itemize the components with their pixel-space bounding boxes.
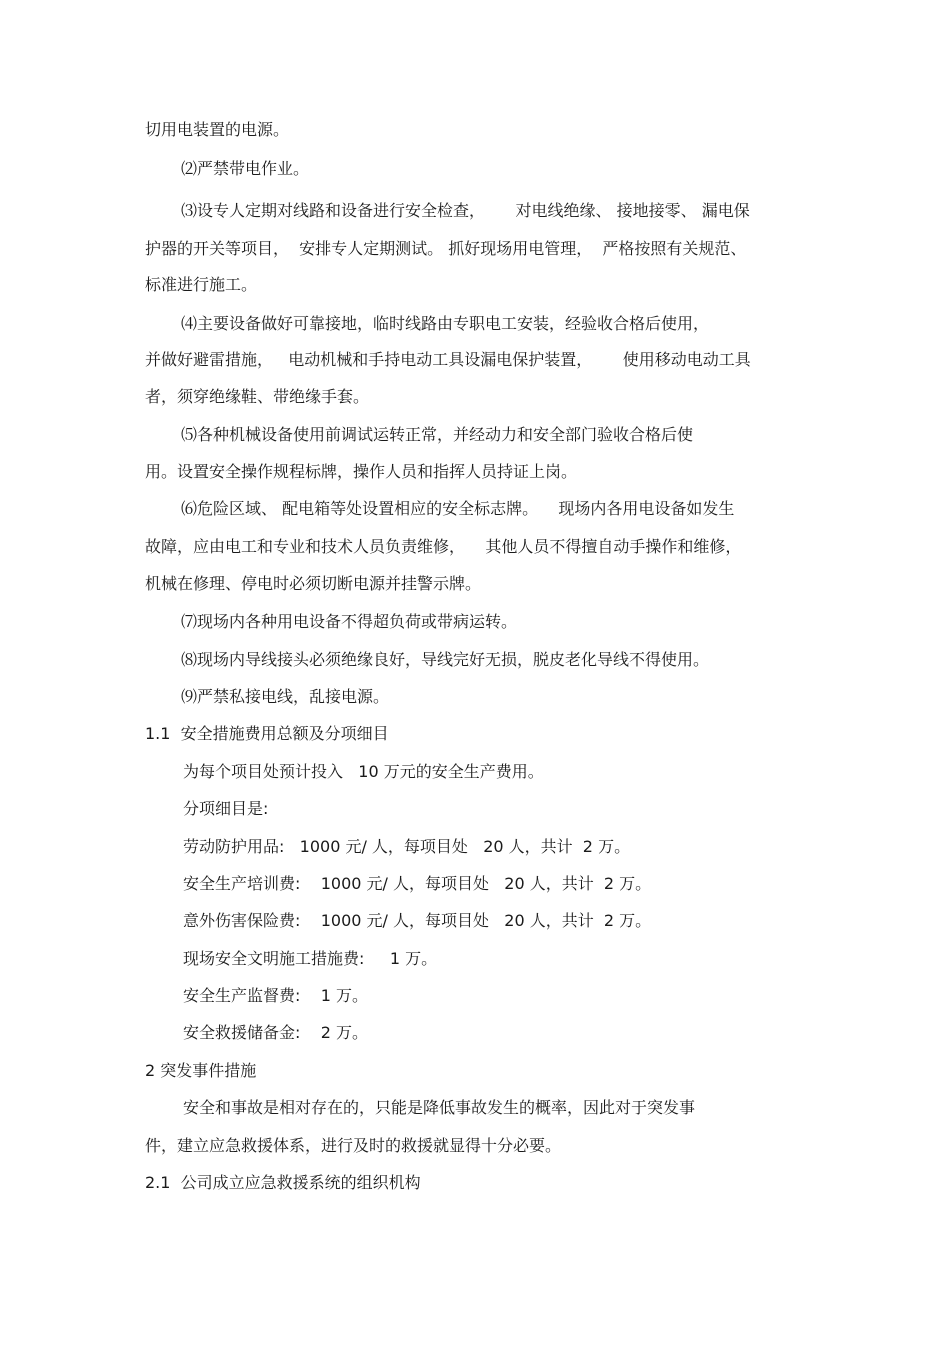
cost-item: 意外伤害保险费: 1000 元/ 人，每项目处 20 人，共计 2 万。 — [183, 911, 652, 930]
paragraph-line: 件，建立应急救援体系，进行及时的救援就显得十分必要。 — [145, 1136, 562, 1155]
list-item-4: ⑷主要设备做好可靠接地，临时线路由专职电工安装，经验收合格后使用， — [181, 314, 710, 333]
paragraph-line: 并做好避雷措施， 电动机械和手持电动工具设漏电保护装置， 使用移动电动工具 — [145, 350, 751, 369]
paragraph-line: 安全和事故是相对存在的，只能是降低事故发生的概率，因此对于突发事 — [183, 1098, 696, 1117]
paragraph-line: 护器的开关等项目， 安排专人定期测试。 抓好现场用电管理， 严格按照有关规范、 — [145, 239, 747, 258]
paragraph-line: 标准进行施工。 — [145, 275, 258, 294]
list-item-3: ⑶设专人定期对线路和设备进行安全检查， 对电线绝缘、 接地接零、 漏电保 — [181, 201, 750, 220]
paragraph-line: 机械在修理、停电时必须切断电源并挂警示牌。 — [145, 574, 482, 593]
cost-item: 劳动防护用品: 1000 元/ 人，每项目处 20 人，共计 2 万。 — [183, 837, 631, 856]
paragraph-line: 故障，应由电工和专业和技术人员负责维修， 其他人员不得擅自动手操作和维修， — [145, 537, 742, 556]
cost-item: 安全生产培训费: 1000 元/ 人，每项目处 20 人，共计 2 万。 — [183, 874, 652, 893]
paragraph-line: 用。设置安全操作规程标牌，操作人员和指挥人员持证上岗。 — [145, 462, 578, 481]
paragraph-line: 为每个项目处预计投入 10 万元的安全生产费用。 — [183, 762, 544, 781]
list-item-7: ⑺现场内各种用电设备不得超负荷或带病运转。 — [181, 612, 518, 631]
list-item-5: ⑸各种机械设备使用前调试运转正常，并经动力和安全部门验收合格后使 — [181, 425, 694, 444]
list-item-9: ⑼严禁私接电线，乱接电源。 — [181, 687, 390, 706]
paragraph-line: 者，须穿绝缘鞋、带绝缘手套。 — [145, 387, 370, 406]
section-heading: 2 突发事件措施 — [145, 1061, 257, 1080]
list-item-8: ⑻现场内导线接头必须绝缘良好，导线完好无损，脱皮老化导线不得使用。 — [181, 650, 710, 669]
list-item-2: ⑵严禁带电作业。 — [181, 159, 310, 178]
paragraph-line: 分项细目是: — [183, 799, 269, 818]
cost-item: 安全生产监督费: 1 万。 — [183, 986, 369, 1005]
list-item-6: ⑹危险区域、 配电箱等处设置相应的安全标志牌。 现场内各用电设备如发生 — [181, 499, 735, 518]
paragraph-line: 切用电装置的电源。 — [145, 120, 290, 139]
cost-item: 安全救援储备金: 2 万。 — [183, 1023, 369, 1042]
section-heading: 2.1 公司成立应急救援系统的组织机构 — [145, 1173, 421, 1192]
section-heading: 1.1 安全措施费用总额及分项细目 — [145, 724, 389, 743]
cost-item: 现场安全文明施工措施费: 1 万。 — [183, 949, 438, 968]
